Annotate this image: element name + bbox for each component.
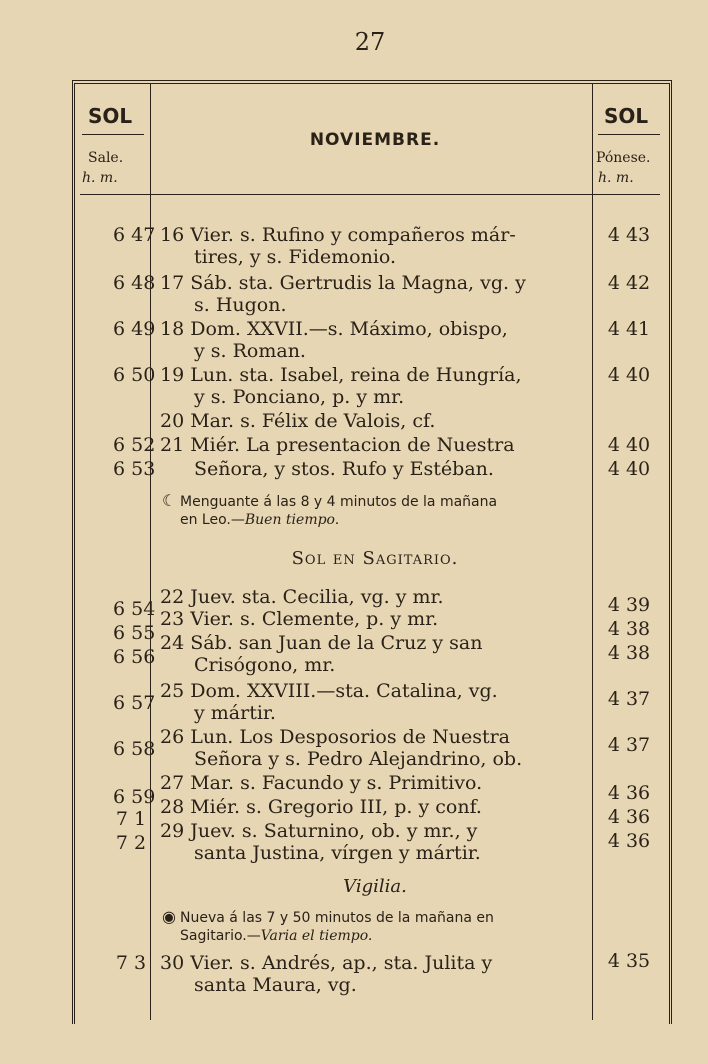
month-title: NOVIEMBRE.	[309, 130, 441, 150]
sunrise-27: 6 59	[113, 786, 156, 808]
sunset-17: 4 42	[607, 272, 651, 294]
sunrise-29: 7 2	[115, 832, 147, 854]
sunrise-19: 6 50	[113, 364, 156, 386]
header-right-hm: h. m.	[598, 170, 634, 186]
sunrise-28: 7 1	[115, 808, 147, 830]
header-left-sub: Sale.	[88, 150, 124, 166]
sunset-30: 4 35	[607, 950, 651, 972]
sunrise-21b: 6 53	[113, 458, 156, 480]
header-left-rule	[82, 134, 144, 135]
sunrise-21: 6 52	[113, 434, 156, 456]
sunset-21b: 4 40	[607, 458, 651, 480]
sunrise-23: 6 55	[113, 622, 156, 644]
entry-24: 24 Sáb. san Juan de la Cruz y san Crisógono, mr.	[160, 632, 483, 676]
entry-29: 29 Juev. s. Saturnino, ob. y mr., y santa Justina, vírgen y mártir.	[160, 820, 481, 864]
sunrise-30: 7 3	[115, 952, 147, 974]
entry-25: 25 Dom. XXVIII.—sta. Catalina, vg. y mártir.	[160, 680, 498, 724]
sunrise-22: 6 54	[113, 598, 156, 620]
header-left-hm: h. m.	[82, 170, 118, 186]
sunrise-18: 6 49	[113, 318, 156, 340]
sunset-22: 4 39	[607, 594, 651, 616]
entry-16: 16 Vier. s. Rufino y compañeros már- tires, y s. Fidemonio.	[160, 224, 516, 268]
header-right-rule	[598, 134, 660, 135]
sunset-18: 4 41	[607, 318, 651, 340]
sunset-26: 4 37	[607, 734, 651, 756]
entry-21: 21 Miér. La presentacion de Nuestra	[160, 434, 515, 456]
section-title: Sol en Sagitario.	[291, 548, 459, 569]
sunrise-24: 6 56	[113, 646, 156, 668]
sunrise-17: 6 48	[113, 272, 156, 294]
entry-20: 20 Mar. s. Félix de Valois, cf.	[160, 410, 436, 432]
sunrise-26: 6 58	[113, 738, 156, 760]
sunset-29: 4 36	[607, 830, 651, 852]
new-moon-icon: ◉	[162, 907, 176, 926]
entry-21b: Señora, y stos. Rufo y Estéban.	[194, 458, 494, 480]
column-divider-right	[592, 84, 593, 1020]
entry-19: 19 Lun. sta. Isabel, reina de Hungría, y s. Ponciano, p. y mr.	[160, 364, 522, 408]
header-right-sub: Pónese.	[596, 150, 651, 166]
sunset-19: 4 40	[607, 364, 651, 386]
moon-note-2: ◉ Nueva á las 7 y 50 minutos de la mañana en Sagitario.—Varia el tiempo.	[162, 907, 494, 944]
entry-18: 18 Dom. XXVII.—s. Máximo, obispo, y s. Roman.	[160, 318, 508, 362]
moon-note-1: ☾ Menguante á las 8 y 4 minutos de la mañana en Leo.—Buen tiempo.	[162, 491, 498, 528]
sunset-23: 4 38	[607, 618, 651, 640]
sunset-27: 4 36	[607, 782, 651, 804]
entry-17: 17 Sáb. sta. Gertrudis la Magna, vg. y s. Hugon.	[160, 272, 526, 316]
entry-27: 27 Mar. s. Facundo y s. Primitivo.	[160, 772, 483, 794]
sunrise-16: 6 47	[113, 224, 156, 246]
sunset-24: 4 38	[607, 642, 651, 664]
entry-23: 23 Vier. s. Clemente, p. y mr.	[160, 608, 439, 630]
entry-26: 26 Lun. Los Desposorios de Nuestra Señora y s. Pedro Alejandrino, ob.	[160, 726, 523, 770]
sunset-25: 4 37	[607, 688, 651, 710]
page-number: 27	[354, 28, 386, 56]
entry-22: 22 Juev. sta. Cecilia, vg. y mr.	[160, 586, 444, 608]
sunset-21: 4 40	[607, 434, 651, 456]
waning-moon-icon: ☾	[162, 491, 177, 510]
header-right-title: SOL	[604, 104, 649, 128]
vigilia: Vigilia.	[343, 876, 407, 897]
header-bottom-rule	[80, 194, 660, 195]
sunrise-25: 6 57	[113, 692, 156, 714]
entry-30: 30 Vier. s. Andrés, ap., sta. Julita y santa Maura, vg.	[160, 952, 493, 996]
entry-28: 28 Miér. s. Gregorio III, p. y conf.	[160, 796, 482, 818]
sunset-28: 4 36	[607, 806, 651, 828]
header-left-title: SOL	[88, 104, 133, 128]
sunset-16: 4 43	[607, 224, 651, 246]
